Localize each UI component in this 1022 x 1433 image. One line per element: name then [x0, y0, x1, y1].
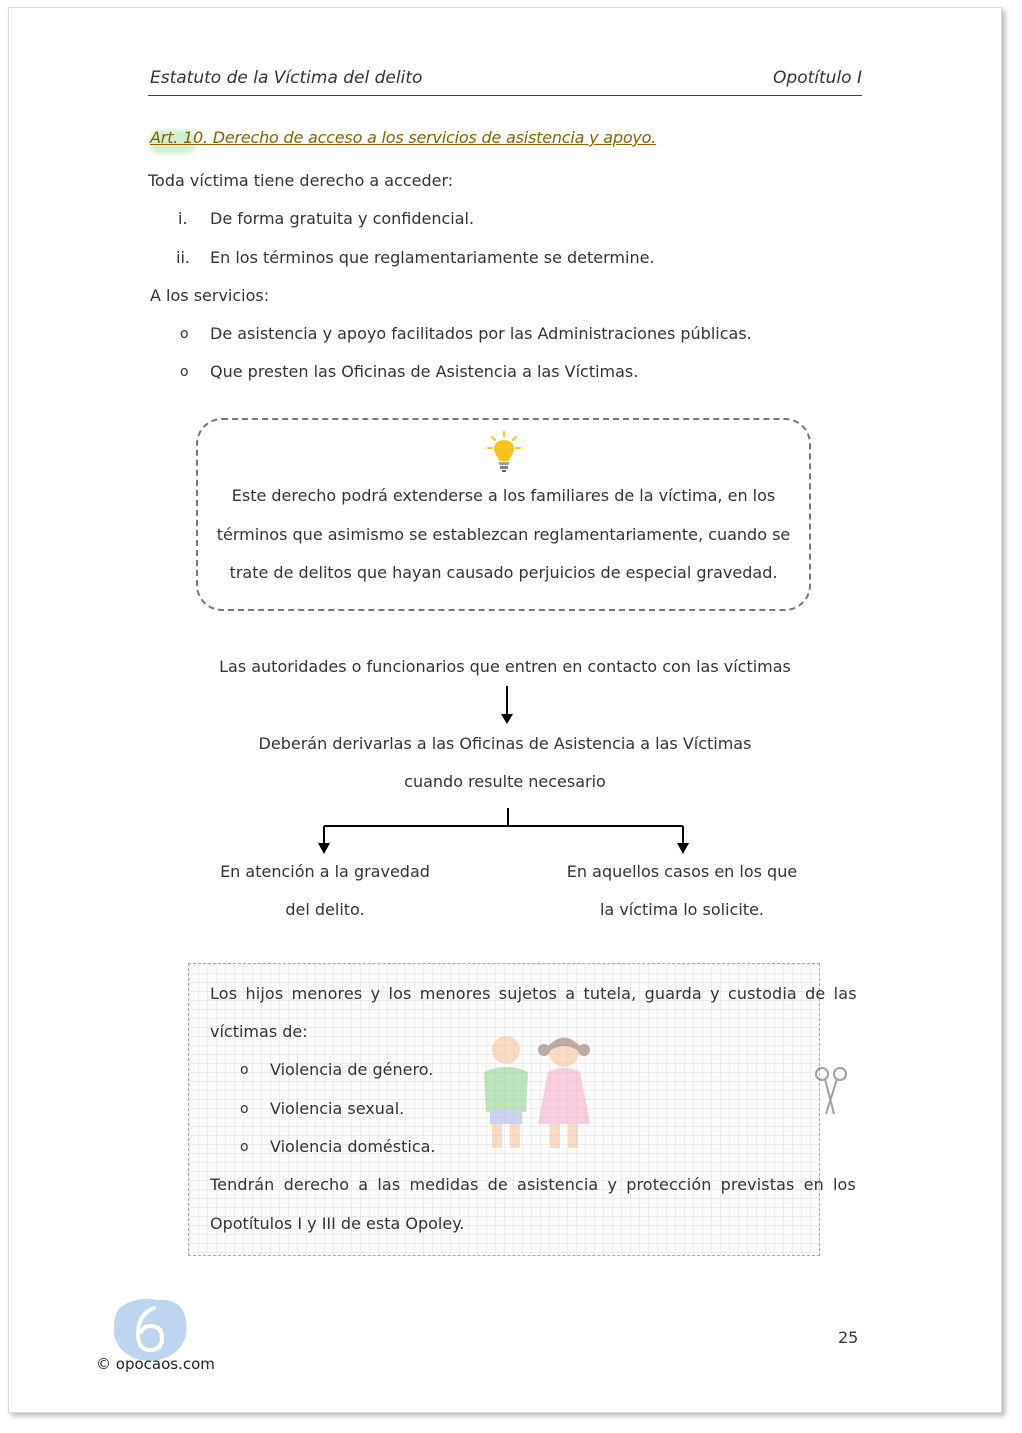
service-item: Que presten las Oficinas de Asistencia a las Víctimas. [210, 362, 639, 381]
violence-item: Violencia sexual. [270, 1099, 405, 1118]
bullet-marker: o [180, 326, 189, 342]
minors-text-line: Tendrán derecho a las medidas de asistencia y protección previstas en los [210, 1175, 856, 1194]
flow-arrow-down [498, 686, 516, 726]
flow-top-text: Las autoridades o funcionarios que entren en contacto con las víctimas [219, 657, 791, 676]
bullet-marker: o [240, 1062, 249, 1078]
flow-left-text: En atención a la gravedad [220, 862, 430, 881]
condition-item: En los términos que reglamentariamente se determine. [210, 248, 655, 267]
flow-branch-arrows [310, 806, 700, 858]
lightbulb-icon [486, 430, 522, 474]
logo-text: © opocaos.com [96, 1355, 215, 1373]
condition-marker: ii. [176, 248, 190, 267]
bullet-marker: o [240, 1101, 249, 1117]
minors-text-line: Los hijos menores y los menores sujetos a tutela, guarda y custodia de las [210, 984, 857, 1003]
violence-item: Violencia de género. [270, 1060, 434, 1079]
tip-text-line: trate de delitos que hayan causado perjuicios de especial gravedad. [229, 563, 778, 582]
flow-right-text: En aquellos casos en los que [566, 862, 798, 881]
services-intro: A los servicios: [150, 286, 270, 305]
flow-middle-text: Deberán derivarlas a las Oficinas de Asistencia a las Víctimas [258, 734, 752, 753]
scissors-icon [812, 1064, 850, 1118]
header-right: Opotítulo I [773, 68, 862, 88]
violence-item: Violencia doméstica. [270, 1137, 436, 1156]
flow-left-text: del delito. [285, 900, 365, 919]
article-title: Art. 10. Derecho de acceso a los servicios de asistencia y apoyo. [150, 128, 657, 147]
flow-right-text: la víctima lo solicite. [599, 900, 765, 919]
condition-item: De forma gratuita y confidencial. [210, 209, 475, 228]
children-icon [478, 1032, 594, 1152]
header-left: Estatuto de la Víctima del delito [150, 68, 423, 88]
condition-marker: i. [178, 209, 188, 228]
page-number: 25 [838, 1328, 859, 1347]
service-item: De asistencia y apoyo facilitados por las Administraciones públicas. [210, 324, 752, 343]
bullet-marker: o [240, 1139, 249, 1155]
article-intro: Toda víctima tiene derecho a acceder: [148, 171, 454, 190]
bullet-marker: o [180, 364, 189, 380]
minors-text-line: víctimas de: [210, 1022, 308, 1041]
flow-middle-text: cuando resulte necesario [404, 772, 606, 791]
header-rule [148, 95, 862, 96]
tip-text-line: Este derecho podrá extenderse a los familiares de la víctima, en los [231, 486, 776, 505]
tip-text-line: términos que asimismo se establezcan reglamentariamente, cuando se [216, 525, 791, 544]
minors-text-line: Opotítulos I y III de esta Opoley. [210, 1214, 465, 1233]
